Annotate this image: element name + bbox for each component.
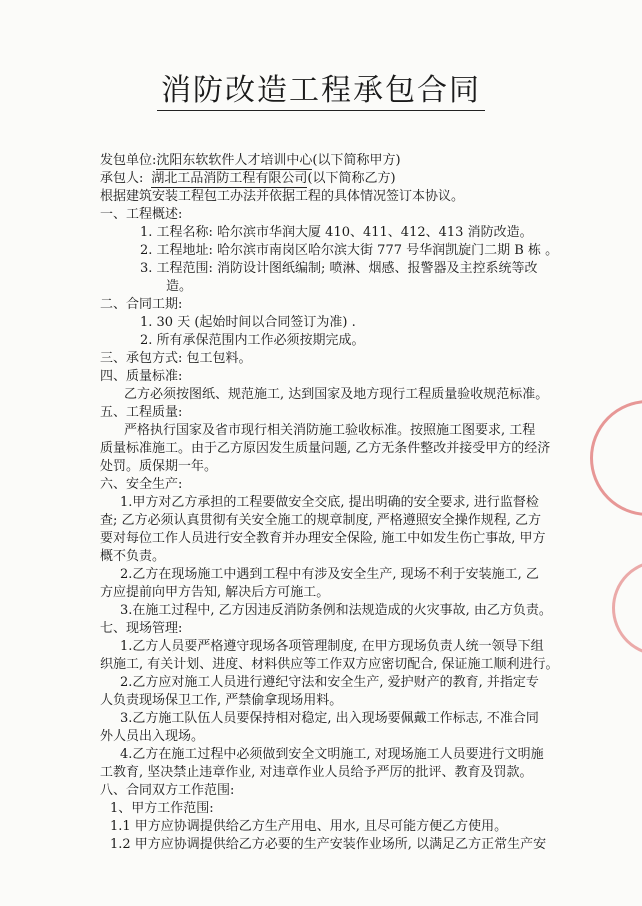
section-1-heading: 一、工程概述: bbox=[100, 207, 183, 222]
party-a-name: 沈阳东软软件人才培训中心 bbox=[156, 153, 313, 168]
site-2-line-2: 人负责现场保卫工作, 严禁偷拿现场用料。 bbox=[100, 693, 343, 708]
safety-1-line-3: 要对每位工作人员进行安全教育并办理安全保险, 施工中如发生伤亡事故, 甲方 bbox=[100, 531, 546, 546]
site-1-line-1: 1.乙方人员要严格遵守现场各项管理制度, 在甲方现场负责人统一领导下组 bbox=[120, 639, 544, 654]
site-3-line-1: 3.乙方施工队伍人员要保持相对稳定, 出入现场要佩戴工作标志, 不准合同 bbox=[120, 711, 539, 726]
scope-item-1-2: 1.2 甲方应协调提供给乙方必要的生产安装作业场所, 以满足乙方正常生产安 bbox=[110, 837, 547, 852]
duration: 1. 30 天 (起始时间以合同签订为准) . bbox=[140, 315, 356, 330]
section-2-heading: 二、合同工期: bbox=[100, 297, 183, 312]
document-title: 消防改造工程承包合同 bbox=[0, 72, 642, 110]
deadline-note: 2. 所有承保范围内工作必须按期完成。 bbox=[140, 333, 365, 348]
basis-text: 根据建筑安装工程包工办法并依据工程的具体情况签订本协议。 bbox=[100, 189, 465, 204]
project-name: 1. 工程名称: 哈尔滨市华润大厦 410、411、412、413 消防改造。 bbox=[140, 225, 533, 240]
party-b-line bbox=[100, 170, 396, 187]
section-8-heading: 八、合同双方工作范围: bbox=[100, 783, 235, 798]
red-seal-stamp bbox=[590, 400, 642, 516]
party-a-label: 发包单位: bbox=[100, 153, 157, 168]
party-b-note: (以下简称乙方) bbox=[307, 171, 396, 186]
safety-3-line-1: 3.在施工过程中, 乙方因违反消防条例和法规造成的火灾事故, 由乙方负责。 bbox=[120, 603, 552, 618]
section-7-heading: 七、现场管理: bbox=[100, 621, 183, 636]
party-a-note: (以下简称甲方) bbox=[312, 153, 401, 168]
party-a-line bbox=[100, 152, 401, 169]
project-scope-cont: 造。 bbox=[166, 279, 193, 294]
site-1-line-2: 织施工, 有关计划、进度、材料供应等工作双方应密切配合, 保证施工顺利进行。 bbox=[100, 657, 559, 672]
party-b-label: 承包人: bbox=[100, 171, 144, 186]
project-scope: 3. 工程范围: 消防设计图纸编制; 喷淋、烟感、报警器及主控系统等改 bbox=[140, 261, 538, 276]
safety-1-line-2: 查; 乙方必须认真贯彻有关安全施工的规章制度, 严格遵照安全操作规程, 乙方 bbox=[100, 513, 542, 528]
red-seal-stamp-partial bbox=[612, 560, 642, 656]
site-4-line-1: 4.乙方在施工过程中必须做到安全文明施工, 对现场施工人员要进行文明施 bbox=[120, 747, 544, 762]
quality-para-line-2: 质量标准施工。由于乙方原因发生质量问题, 乙方无条件整改并接受甲方的经济 bbox=[100, 441, 551, 456]
site-4-line-2: 工教育, 坚决禁止违章作业, 对违章作业人员给予严厉的批评、教育及罚款。 bbox=[100, 765, 533, 780]
section-3-heading: 三、承包方式: 包工包料。 bbox=[100, 351, 252, 366]
project-address: 2. 工程地址: 哈尔滨市南岗区哈尔滨大街 777 号华润凯旋门二期 B 栋 。 bbox=[140, 243, 559, 258]
safety-1-line-4: 概不负责。 bbox=[100, 549, 166, 564]
section-6-heading: 六、安全生产: bbox=[100, 477, 183, 492]
quality-para-line-3: 处罚。质保期一年。 bbox=[100, 459, 218, 474]
party-a-scope-heading: 1、甲方工作范围: bbox=[110, 801, 214, 816]
scope-item-1-1: 1.1 甲方应协调提供给乙方生产用电、用水, 且尽可能方便乙方使用。 bbox=[110, 819, 508, 834]
site-3-line-2: 外人员出入现场。 bbox=[100, 729, 205, 744]
safety-1-line-1: 1.甲方对乙方承担的工程要做安全交底, 提出明确的安全要求, 进行监督检 bbox=[120, 495, 539, 510]
quality-para-line-1: 严格执行国家及省市现行相关消防施工验收标准。按照施工图要求, 工程 bbox=[124, 423, 536, 438]
site-2-line-1: 2.乙方应对施工人员进行遵纪守法和安全生产, 爱护财产的教育, 并指定专 bbox=[120, 675, 539, 690]
safety-2-line-1: 2.乙方在现场施工中遇到工程中有涉及安全生产, 现场不利于安装施工, 乙 bbox=[120, 567, 539, 582]
party-b-name: 湖北工品消防工程有限公司 bbox=[151, 171, 308, 186]
section-5-heading: 五、工程质量: bbox=[100, 405, 183, 420]
safety-2-line-2: 方应提前向甲方告知, 解决后方可施工。 bbox=[100, 585, 330, 600]
section-4-heading: 四、质量标准: bbox=[100, 369, 183, 384]
quality-standard-text: 乙方必须按图纸、规范施工, 达到国家及地方现行工程质量验收规范标准。 bbox=[124, 387, 549, 402]
